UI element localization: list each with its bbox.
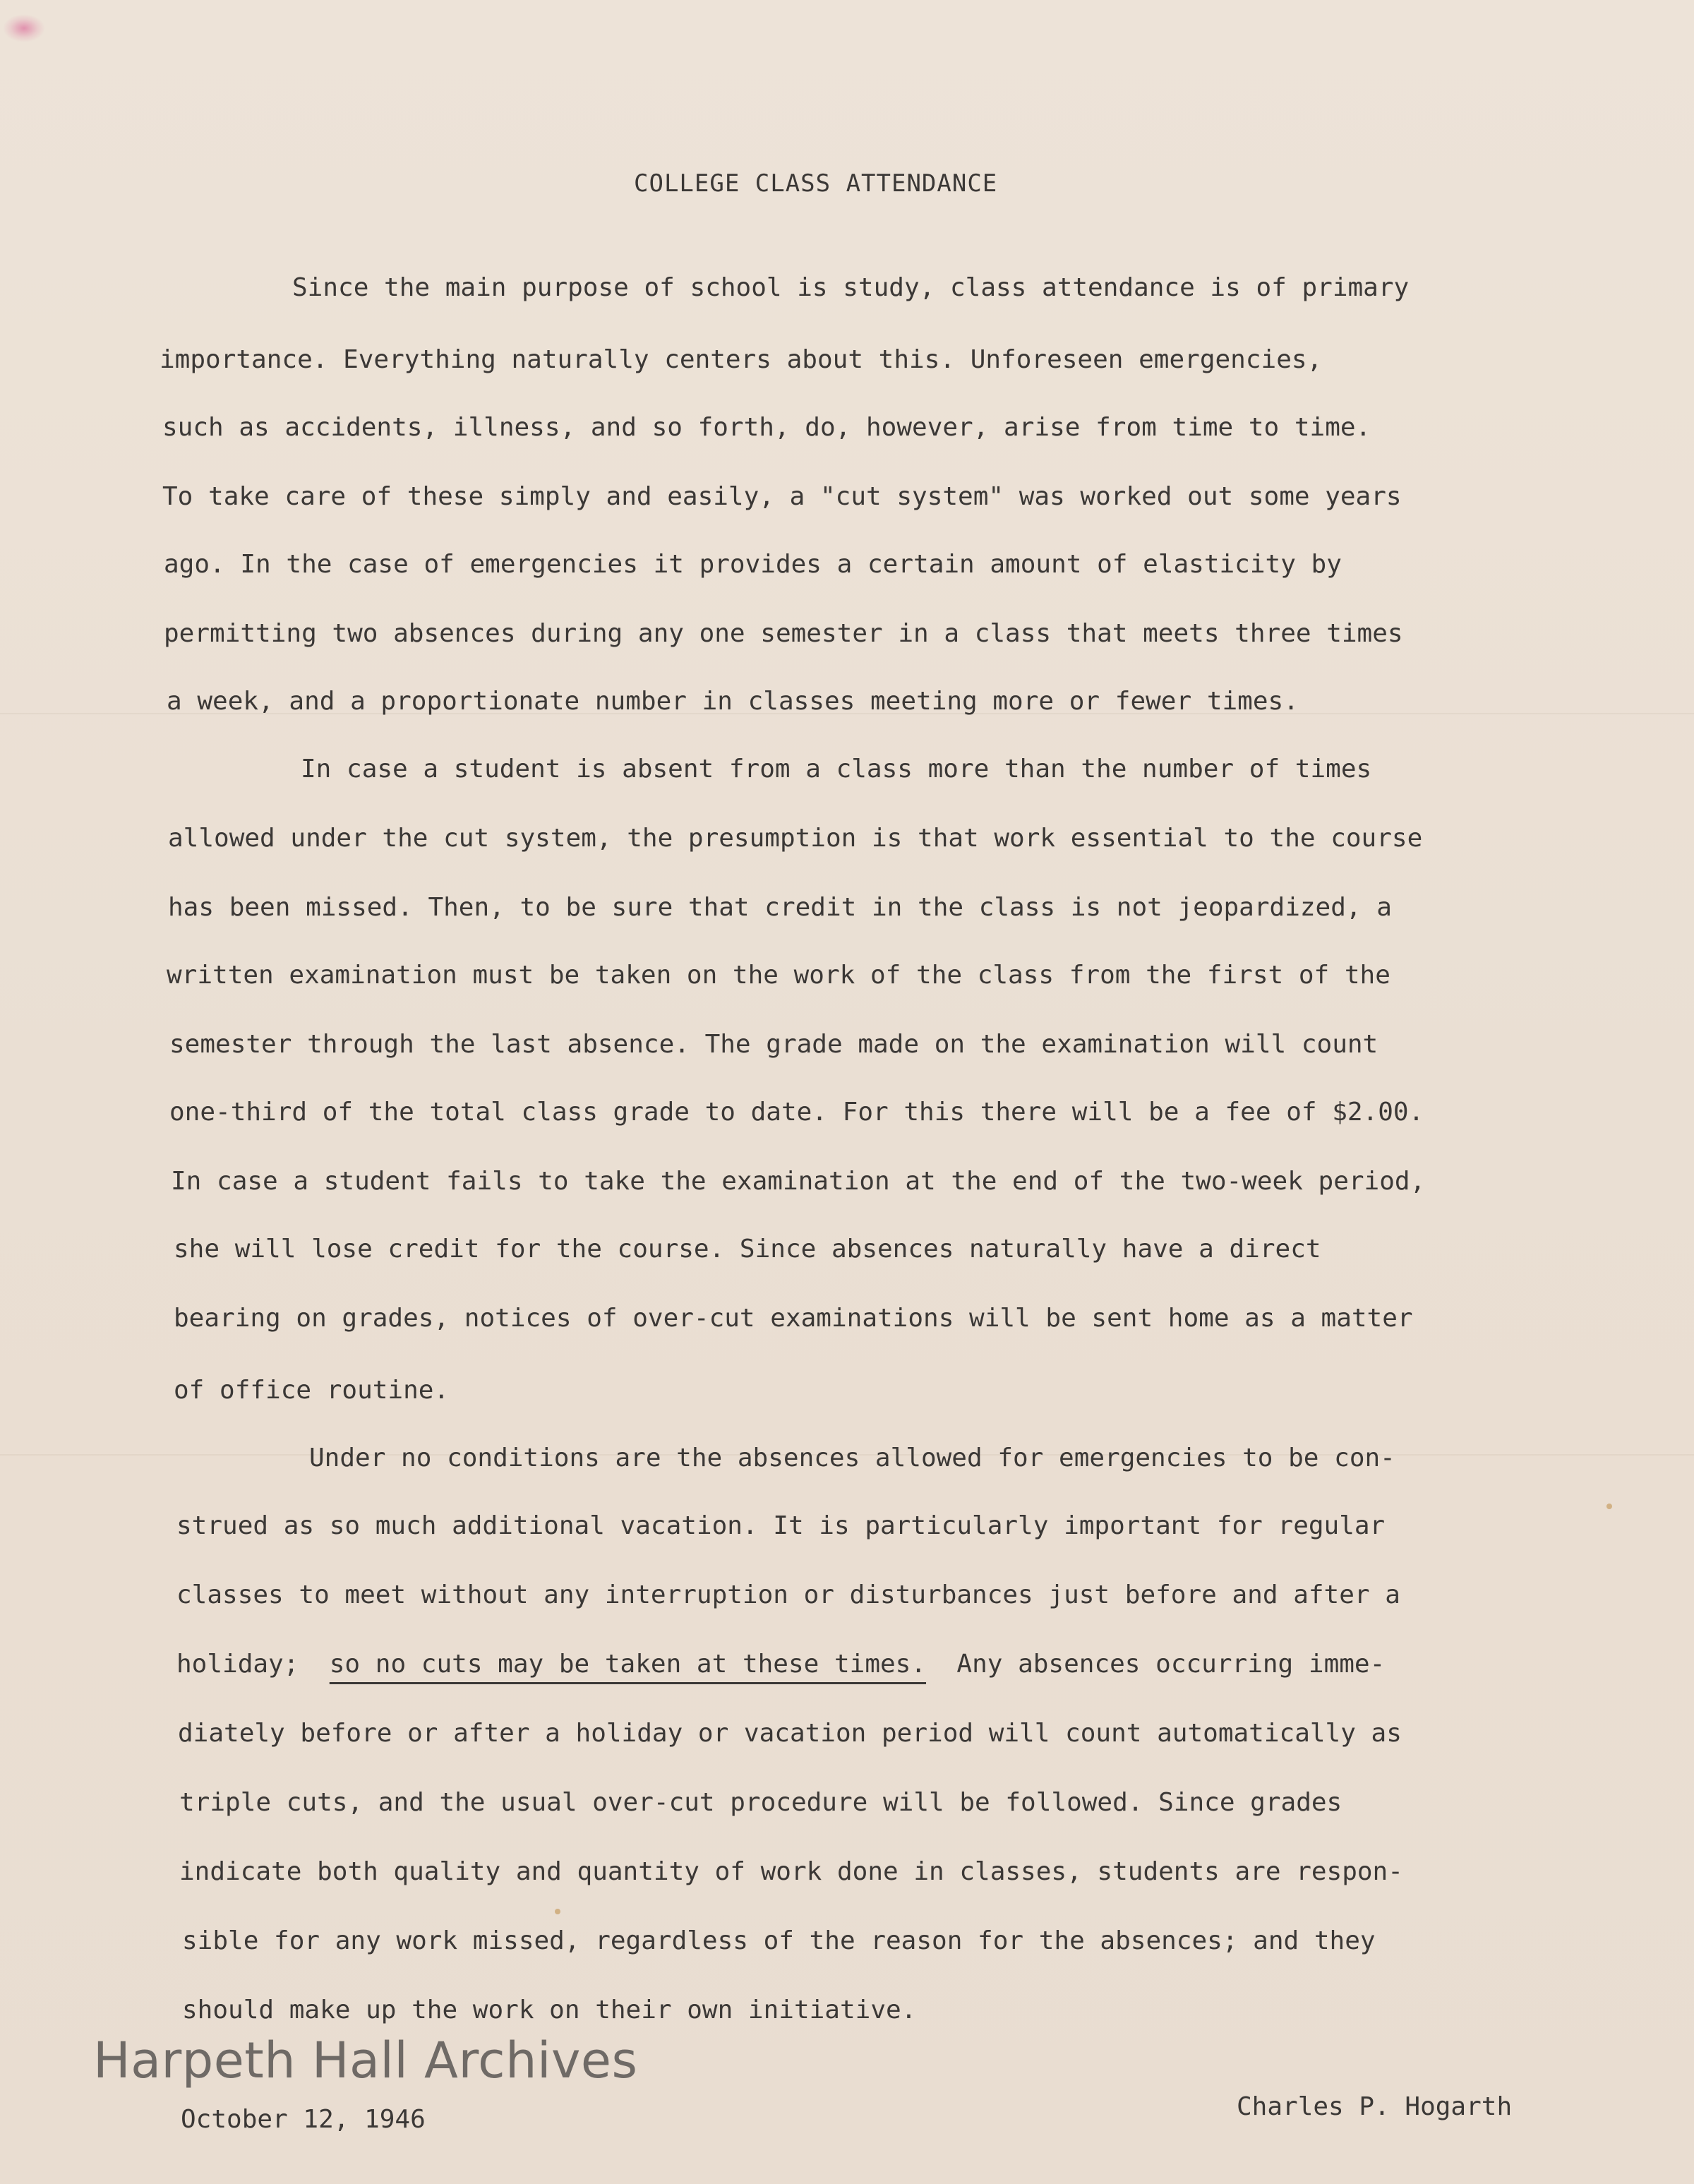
text-line xyxy=(176,1652,1385,1677)
text-line: a week, and a proportionate number in classes meeting more or fewer times. xyxy=(167,687,1299,716)
text-line: has been missed. Then, to be sure that credit in the class is not jeopardized, a xyxy=(168,893,1392,922)
text-line: strued as so much additional vacation. It is particularly important for regular xyxy=(176,1511,1386,1540)
text-line: bearing on grades, notices of over-cut examinations will be sent home as a matter xyxy=(174,1304,1413,1333)
document-date: October 12, 1946 xyxy=(181,2105,426,2134)
ink-smudge xyxy=(3,14,45,42)
text-line: indicate both quality and quantity of work done in classes, students are respon- xyxy=(179,1857,1403,1886)
text-line: such as accidents, illness, and so forth, do, however, arise from time to time. xyxy=(162,413,1371,442)
text-line: classes to meet without any interruption or disturbances just before and after a xyxy=(176,1580,1400,1609)
text-line: should make up the work on their own initiative. xyxy=(182,1996,917,2024)
paper-speck xyxy=(1606,1504,1612,1509)
text-line: ago. In the case of emergencies it provides a certain amount of elasticity by xyxy=(164,550,1342,579)
signature-name: Charles P. Hogarth xyxy=(1237,2092,1513,2121)
text-line: In case a student fails to take the examination at the end of the two-week period, xyxy=(171,1167,1426,1196)
text-line: importance. Everything naturally centers about this. Unforeseen emergencies, xyxy=(160,345,1323,374)
text-line: of office routine. xyxy=(174,1376,450,1405)
text-line: one-third of the total class grade to date. For this there will be a fee of $2.00. xyxy=(169,1098,1424,1127)
text-line: Under no conditions are the absences allowed for emergencies to be con- xyxy=(309,1444,1395,1472)
archive-watermark: Harpeth Hall Archives xyxy=(93,2032,638,2089)
paper-speck xyxy=(555,1909,560,1914)
text-line: permitting two absences during any one semester in a class that meets three times xyxy=(164,619,1403,648)
text-line: To take care of these simply and easily, a "cut system" was worked out some years xyxy=(162,482,1402,511)
text-line: semester through the last absence. The grade made on the examination will count xyxy=(169,1030,1378,1059)
underlined-text: so no cuts may be taken at these times. xyxy=(329,1650,927,1679)
text-segment: Any absences occurring imme- xyxy=(956,1650,1386,1679)
text-line: diately before or after a holiday or vacation period will count automatically as xyxy=(178,1719,1402,1748)
text-line: she will lose credit for the course. Since absences naturally have a direct xyxy=(174,1235,1321,1264)
document-title: COLLEGE CLASS ATTENDANCE xyxy=(634,169,998,198)
text-line: written examination must be taken on the work of the class from the first of the xyxy=(167,961,1390,990)
text-line: Since the main purpose of school is study, class attendance is of primary xyxy=(292,273,1410,302)
text-line: In case a student is absent from a class more than the number of times xyxy=(301,755,1372,784)
text-line: sible for any work missed, regardless of the reason for the absences; and they xyxy=(182,1926,1376,1955)
text-line: allowed under the cut system, the presumption is that work essential to the course xyxy=(168,824,1423,853)
text-segment: holiday; xyxy=(176,1650,299,1679)
text-line: triple cuts, and the usual over-cut procedure will be followed. Since grades xyxy=(179,1788,1342,1817)
